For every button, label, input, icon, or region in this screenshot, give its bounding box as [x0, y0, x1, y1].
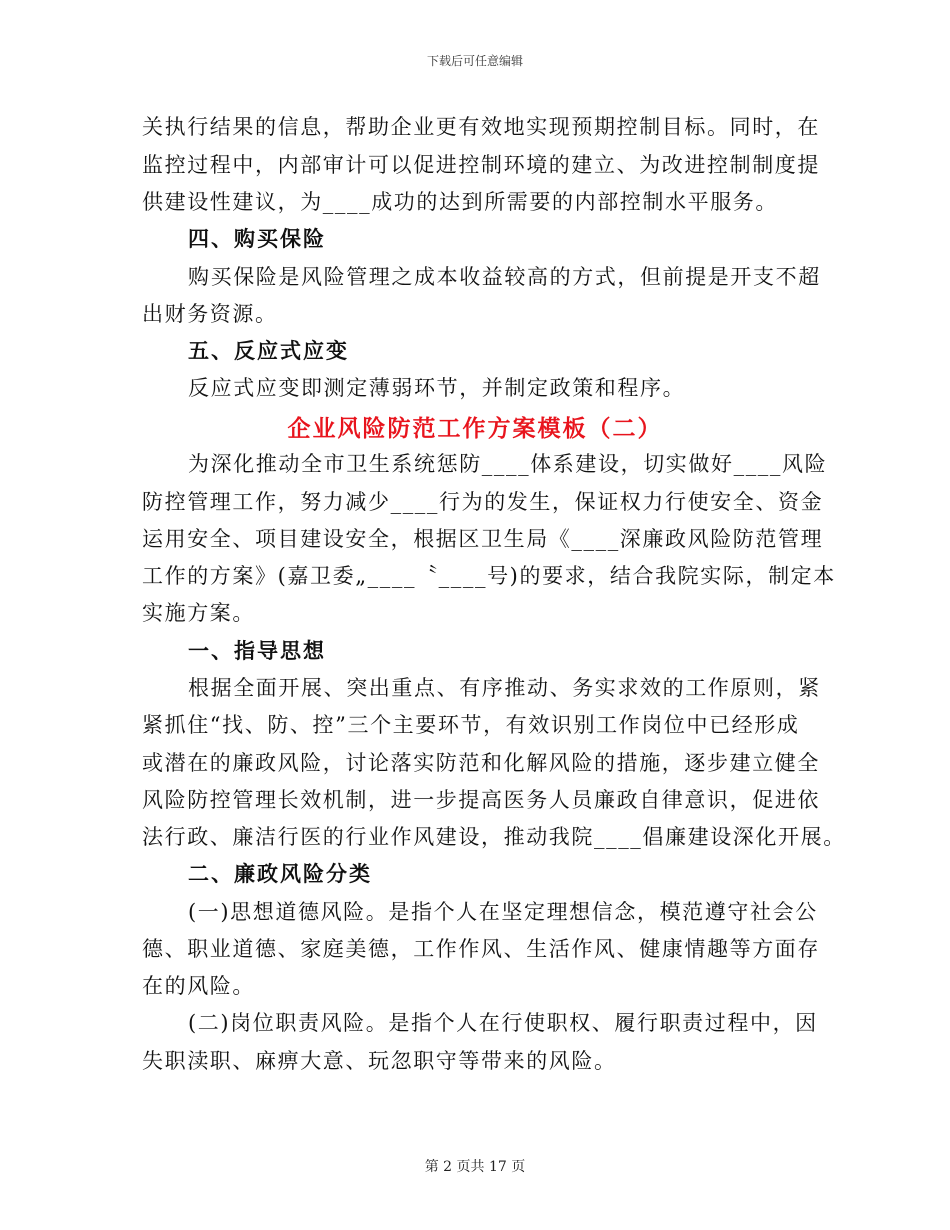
section-heading: 五、反应式应变	[188, 339, 349, 363]
body-line: 工作的方案》(嘉卫委„____〝____号)的要求，结合我院实际，制定本	[142, 564, 836, 588]
body-line: (一)思想道德风险。是指个人在坚定理想信念，模范遵守社会公	[188, 900, 818, 924]
section-heading: 二、廉政风险分类	[188, 862, 372, 886]
body-line: 实施方案。	[142, 601, 255, 625]
body-line: 风险防控管理长效机制，进一步提高医务人员廉政自律意识，促进依	[142, 788, 820, 812]
body-line: 反应式应变即测定薄弱环节，并制定政策和程序。	[188, 376, 686, 400]
body-line: 运用安全、项目建设安全，根据区卫生局《____深廉政风险防范管理	[142, 527, 824, 551]
body-line: 德、职业道德、家庭美德，工作作风、生活作风、健康情趣等方面存	[142, 937, 820, 961]
body-line: 法行政、廉洁行医的行业作风建设，推动我院____倡廉建设深化开展。	[142, 825, 846, 849]
body-line: 或潜在的廉政风险，讨论落实防范和化解风险的措施，逐步建立健全	[142, 751, 820, 775]
body-line: 防控管理工作，努力减少____行为的发生，保证权力行使安全、资金	[142, 490, 824, 514]
body-line: 关执行结果的信息，帮助企业更有效地实现预期控制目标。同时，在	[142, 115, 820, 139]
body-line: 购买保险是风险管理之成本收益较高的方式，但前提是开支不超	[188, 265, 821, 289]
body-line: 失职渎职、麻痹大意、玩忽职守等带来的风险。	[142, 1049, 617, 1073]
body-line: (二)岗位职责风险。是指个人在行使职权、履行职责过程中，因	[188, 1011, 818, 1035]
body-line: 出财务资源。	[142, 302, 278, 326]
body-line: 供建设性建议，为____成功的达到所需要的内部控制水平服务。	[142, 190, 778, 214]
body-line: 紧抓住“找、防、控”三个主要环节，有效识别工作岗位中已经形成	[142, 713, 800, 737]
body-line: 为深化推动全市卫生系统惩防____体系建设，切实做好____风险	[188, 452, 828, 476]
section-heading: 四、购买保险	[188, 227, 326, 251]
page-footer: 第 2 页共 17 页	[424, 1159, 526, 1175]
document-title: 企业风险防范工作方案模板（二）	[287, 416, 663, 442]
section-heading: 一、指导思想	[188, 639, 326, 663]
body-line: 根据全面开展、突出重点、有序推动、务实求效的工作原则，紧	[188, 676, 821, 700]
body-line: 在的风险。	[142, 974, 255, 998]
page-header: 下载后可任意编辑	[426, 54, 523, 68]
body-line: 监控过程中，内部审计可以促进控制环境的建立、为改进控制制度提	[142, 153, 820, 177]
